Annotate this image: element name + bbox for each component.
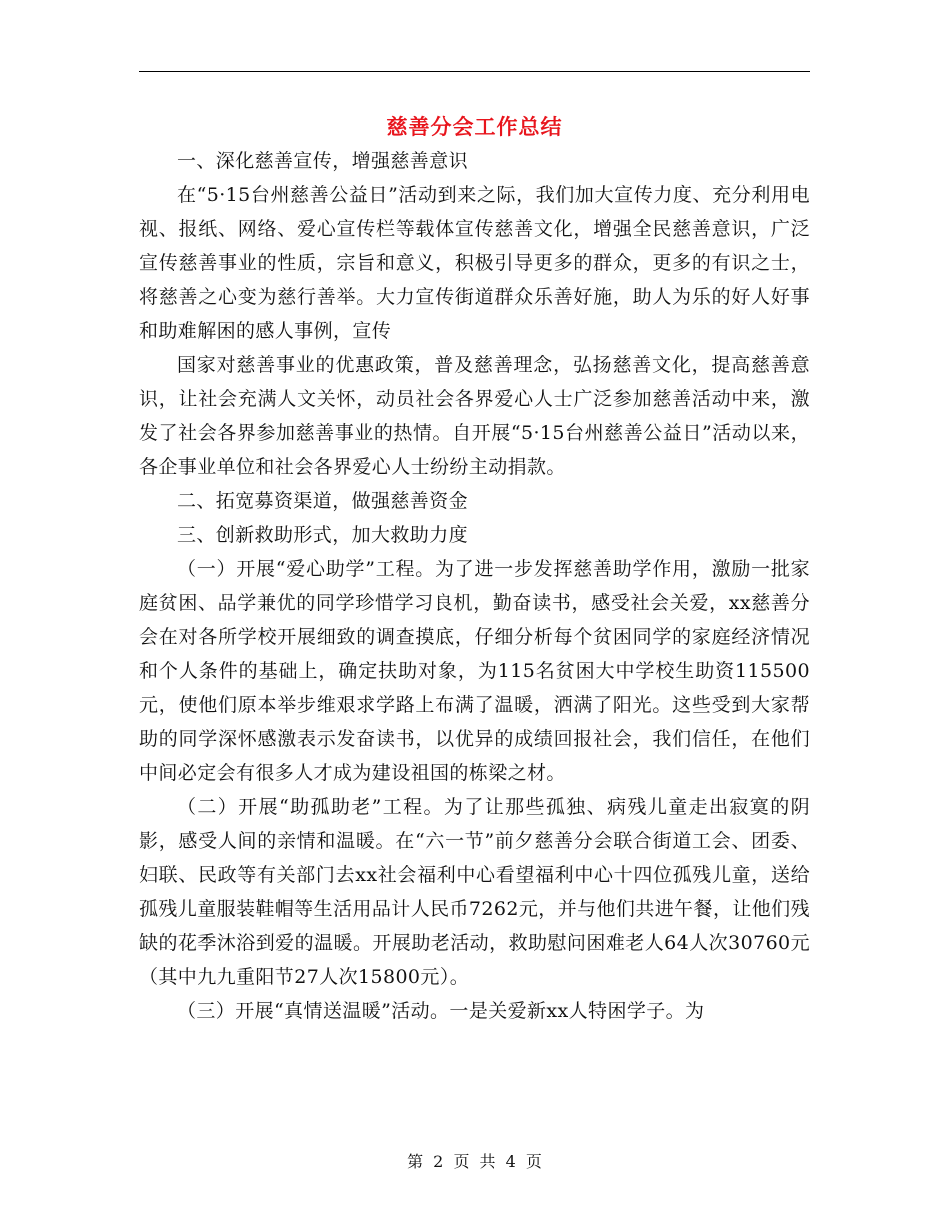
header-rule [139,71,810,72]
paragraph: （一）开展“爱心助学”工程。为了进一步发挥慈善助学作用，激励一批家庭贫困、品学兼优的同学珍惜学习良机，勤奋读书，感受社会关爱，xx慈善分会在对各所学校开展细致的调查摸底，仔细分析每个贫困同学的家庭经济情况和个人条件的基础上，确定扶助对象，为115名贫困大中学校生助资115500元，使他们原本举步维艰求学路上布满了温暖，洒满了阳光。这些受到大家帮助的同学深怀感激表示发奋读书，以优异的成绩回报社会，我们信任，在他们中间必定会有很多人才成为建设祖国的栋梁之材。 [139,558,810,784]
document-title: 慈善分会工作总结 [386,114,563,139]
section-heading-1: 一、深化慈善宣传，增强慈善意识 [177,150,469,172]
paragraph: 国家对慈善事业的优惠政策，普及慈善理念，弘扬慈善文化，提高慈善意识，让社会充满人文关怀，动员社会各界爱心人士广泛参加慈善活动中来，激发了社会各界参加慈善事业的热情。自开展“5·15台州慈善公益日”活动以来，各企事业单位和社会各界爱心人士纷纷主动捐款。 [139,354,810,478]
section-heading-2: 二、拓宽募资渠道，做强慈善资金 [177,490,469,512]
paragraph: （三）开展“真情送温暖”活动。一是关爱新xx人特困学子。为 [177,1000,705,1022]
paragraph: 在“5·15台州慈善公益日”活动到来之际，我们加大宣传力度、充分利用电视、报纸、网络、爱心宣传栏等载体宣传慈善文化，增强全民慈善意识，广泛宣传慈善事业的性质，宗旨和意义，积极引导更多的群众，更多的有识之士，将慈善之心变为慈行善举。大力宣传街道群众乐善好施，助人为乐的好人好事和助难解困的感人事例，宣传 [139,184,810,342]
document-body [139,144,810,1028]
page-number: 第 2 页 共 4 页 [407,1152,543,1171]
paragraph: （二）开展“助孤助老”工程。为了让那些孤独、病残儿童走出寂寞的阴影，感受人间的亲情和温暖。在“六一节”前夕慈善分会联合街道工会、团委、妇联、民政等有关部门去xx社会福利中心看望福利中心十四位孤残儿童，送给孤残儿童服装鞋帽等生活用品计人民币7262元，并与他们共进午餐，让他们残缺的花季沐浴到爱的温暖。开展助老活动，救助慰问困难老人64人次30760元（其中九九重阳节27人次15800元）。 [139,796,810,988]
section-heading-3: 三、创新救助形式，加大救助力度 [177,524,469,546]
